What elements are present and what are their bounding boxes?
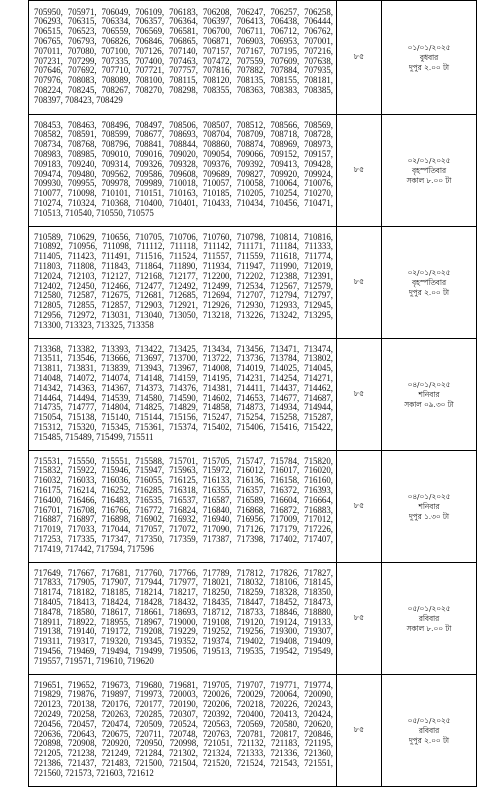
candidate-count-cell: ৮৫ — [337, 115, 382, 227]
exam-day: বুধবার — [419, 52, 439, 62]
exam-time-cell — [382, 675, 477, 787]
exam-time: সকাল ০৯.৩০ টা — [404, 399, 454, 409]
exam-day: রবিবার — [418, 613, 440, 623]
roll-numbers-cell: 715531, 715550, 715551, 715588, 715701, 715705, 715747, 715784, 715820, 715832, 715922, 715946, 715947, 715963, 715972, 716012, 716017, 716020, 716032, 716033, 716036, 716055, 716125, 716133, 716136, 716158, 716160, 716175, 716214, 716252, 716285, 716318, 716355, 716357, 716372, 716393, 716400, 716466, 716483, 716535, 716537, 716587, 716589, 716604, 716664, 716701, 716708, 716766, 716772, 716824, 716840, 716868, 716872, 716883, 716887, 716897, 716898, 716902, 716932, 716940, 716956, 717009, 717012, 717019, 717033, 717044, 717057, 717072, 717090, 717126, 717179, 717226, 717253, 717335, 717347, 717350, 717359, 717387, 717398, 717402, 717407, 717419, 717442, 717594, 717596 — [29, 451, 337, 563]
roll-numbers-cell: 719651, 719652, 719673, 719680, 719681, 719705, 719707, 719771, 719774, 719829, 719876, 719897, 719973, 720003, 720026, 720029, 720064, 720090, 720123, 720138, 720176, 720177, 720190, 720206, 720218, 720226, 720243, 720249, 720258, 720263, 720285, 720307, 720392, 720400, 720413, 720424, 720456, 720457, 720474, 720509, 720524, 720563, 720569, 720580, 720620, 720636, 720643, 720675, 720711, 720748, 720763, 720781, 720817, 720846, 720898, 720908, 720920, 720950, 720998, 721051, 721132, 721183, 721195, 721205, 721238, 721249, 721284, 721302, 721324, 721333, 721336, 721360, 721386, 721437, 721483, 721500, 721504, 721520, 721524, 721543, 721551, 721560, 721573, 721603, 721612 — [29, 675, 337, 787]
candidate-count-cell: ৮৫ — [337, 675, 382, 787]
roll-numbers-cell: 705950, 705971, 706049, 706109, 706183, 706208, 706247, 706257, 706258, 706293, 706315, 706334, 706357, 706364, 706397, 706413, 706438, 706444, 706515, 706523, 706559, 706569, 706581, 706700, 706711, 706712, 706762, 706765, 706793, 706826, 706846, 706865, 706871, 706903, 706953, 707001, 707011, 707080, 707100, 707126, 707140, 707157, 707167, 707195, 707216, 707231, 707299, 707335, 707400, 707463, 707472, 707559, 707609, 707638, 707646, 707692, 707710, 707721, 707757, 707816, 707882, 707884, 707935, 707976, 708083, 708089, 708100, 708115, 708120, 708135, 708155, 708181, 708224, 708245, 708267, 708270, 708298, 708355, 708363, 708383, 708385, 708397, 708423, 708429 — [29, 1, 337, 115]
exam-date: ০২/০১/২০২৫ — [407, 267, 451, 277]
exam-time-cell — [382, 451, 477, 563]
table-row — [29, 563, 477, 675]
exam-date: ০৪/০১/২০২৫ — [407, 491, 451, 501]
exam-date: ০১/০১/২০২৫ — [407, 42, 451, 52]
roll-numbers-cell: 710589, 710629, 710656, 710705, 710706, 710760, 710798, 710814, 710816, 710892, 710956, 711098, 711112, 711118, 711142, 711171, 711184, 711333, 711405, 711423, 711491, 711516, 711524, 711557, 711559, 711618, 711774, 711803, 711808, 711843, 711864, 711890, 711934, 711947, 711990, 712019, 712024, 712103, 712127, 712168, 712177, 712200, 712202, 712388, 712391, 712402, 712450, 712466, 712477, 712492, 712499, 712534, 712567, 712579, 712580, 712587, 712675, 712681, 712685, 712694, 712707, 712794, 712797, 712805, 712855, 712857, 712903, 712921, 712926, 712930, 712933, 712945, 712956, 712972, 713031, 713040, 713050, 713218, 713226, 713242, 713295, 713300, 713323, 713325, 713358 — [29, 227, 337, 339]
exam-date: ০২/০১/২০২৫ — [407, 155, 451, 165]
exam-time-cell — [382, 563, 477, 675]
table-row — [29, 339, 477, 451]
exam-time: সকাল ৮.০০ টা — [406, 175, 452, 185]
exam-time-cell — [382, 115, 477, 227]
candidate-count-cell: ৮৫ — [337, 451, 382, 563]
candidate-count-cell: ৮৫ — [337, 227, 382, 339]
candidate-count-cell: ৮৫ — [337, 563, 382, 675]
exam-time-cell — [382, 227, 477, 339]
exam-day: শনিবার — [418, 389, 440, 399]
exam-schedule-page — [28, 0, 476, 787]
exam-day: বৃহস্পতিবার — [411, 277, 447, 287]
table-row — [29, 451, 477, 563]
exam-time: দুপুর ২.০০ টা — [408, 287, 450, 297]
exam-date: ০৪/০১/২০২৫ — [407, 379, 451, 389]
exam-time-cell — [382, 1, 477, 115]
roll-numbers-cell: 717649, 717667, 717681, 717760, 717766, 717789, 717812, 717826, 717827, 717833, 717905, 717907, 717944, 717977, 718021, 718032, 718106, 718145, 718174, 718182, 718185, 718214, 718217, 718250, 718259, 718328, 718350, 718405, 718413, 718424, 718428, 718432, 718435, 718447, 718452, 718473, 718478, 718580, 718617, 718661, 718693, 718712, 718733, 718846, 718880, 718911, 718922, 718955, 718967, 719000, 719108, 719120, 719124, 719133, 719138, 719140, 719172, 719208, 719229, 719252, 719256, 719300, 719307, 719311, 719317, 719320, 719345, 719352, 719374, 719402, 719408, 719409, 719456, 719469, 719494, 719499, 719506, 719513, 719535, 719542, 719549, 719557, 719571, 719610, 719620 — [29, 563, 337, 675]
exam-time: দুপুর ২.০০ টা — [408, 62, 450, 72]
table-row — [29, 115, 477, 227]
exam-time: দুপুর ২.০০ টা — [408, 735, 450, 745]
table-row — [29, 675, 477, 787]
exam-day: বৃহস্পতিবার — [411, 165, 447, 175]
exam-time: সকাল ৮.০০ টা — [406, 623, 452, 633]
candidate-count-cell: ৮৫ — [337, 339, 382, 451]
roll-numbers-cell: 708453, 708463, 708496, 708497, 708506, 708507, 708512, 708566, 708569, 708582, 708591, 708599, 708677, 708693, 708704, 708709, 708718, 708728, 708734, 708768, 708796, 708841, 708844, 708860, 708874, 708969, 708973, 708983, 708985, 709010, 709016, 709020, 709054, 709066, 709152, 709157, 709183, 709240, 709314, 709326, 709328, 709376, 709392, 709413, 709428, 709474, 709480, 709562, 709586, 709608, 709689, 709827, 709920, 709924, 709930, 709955, 709978, 709989, 710018, 710057, 710058, 710064, 710076, 710077, 710098, 710101, 710151, 710163, 710185, 710205, 710254, 710270, 710274, 710324, 710368, 710400, 710401, 710433, 710434, 710456, 710471, 710513, 710540, 710550, 710575 — [29, 115, 337, 227]
table-row — [29, 1, 477, 115]
exam-time-cell — [382, 339, 477, 451]
exam-date: ০৫/০১/২০২৫ — [407, 715, 451, 725]
table-row — [29, 227, 477, 339]
candidate-count-cell: ৮৫ — [337, 1, 382, 115]
exam-day: শনিবার — [418, 501, 440, 511]
exam-time: দুপুর ১.৩০ টা — [408, 511, 450, 521]
exam-schedule-table — [28, 0, 477, 787]
exam-date: ০৫/০১/২০২৫ — [407, 603, 451, 613]
exam-day: রবিবার — [418, 725, 440, 735]
roll-numbers-cell: 713368, 713382, 713393, 713422, 713425, 713434, 713456, 713471, 713474, 713511, 713546, 713666, 713697, 713700, 713722, 713736, 713784, 713802, 713811, 713831, 713839, 713943, 713967, 714008, 714019, 714025, 714045, 714048, 714072, 714074, 714148, 714159, 714195, 714231, 714254, 714271, 714342, 714363, 714367, 714373, 714376, 714381, 714411, 714437, 714462, 714464, 714494, 714539, 714580, 714590, 714602, 714653, 714677, 714687, 714735, 714777, 714804, 714825, 714829, 714858, 714873, 714934, 714944, 715054, 715138, 715140, 715144, 715156, 715247, 715254, 715258, 715287, 715312, 715320, 715345, 715361, 715374, 715402, 715406, 715416, 715422, 715485, 715489, 715499, 715511 — [29, 339, 337, 451]
